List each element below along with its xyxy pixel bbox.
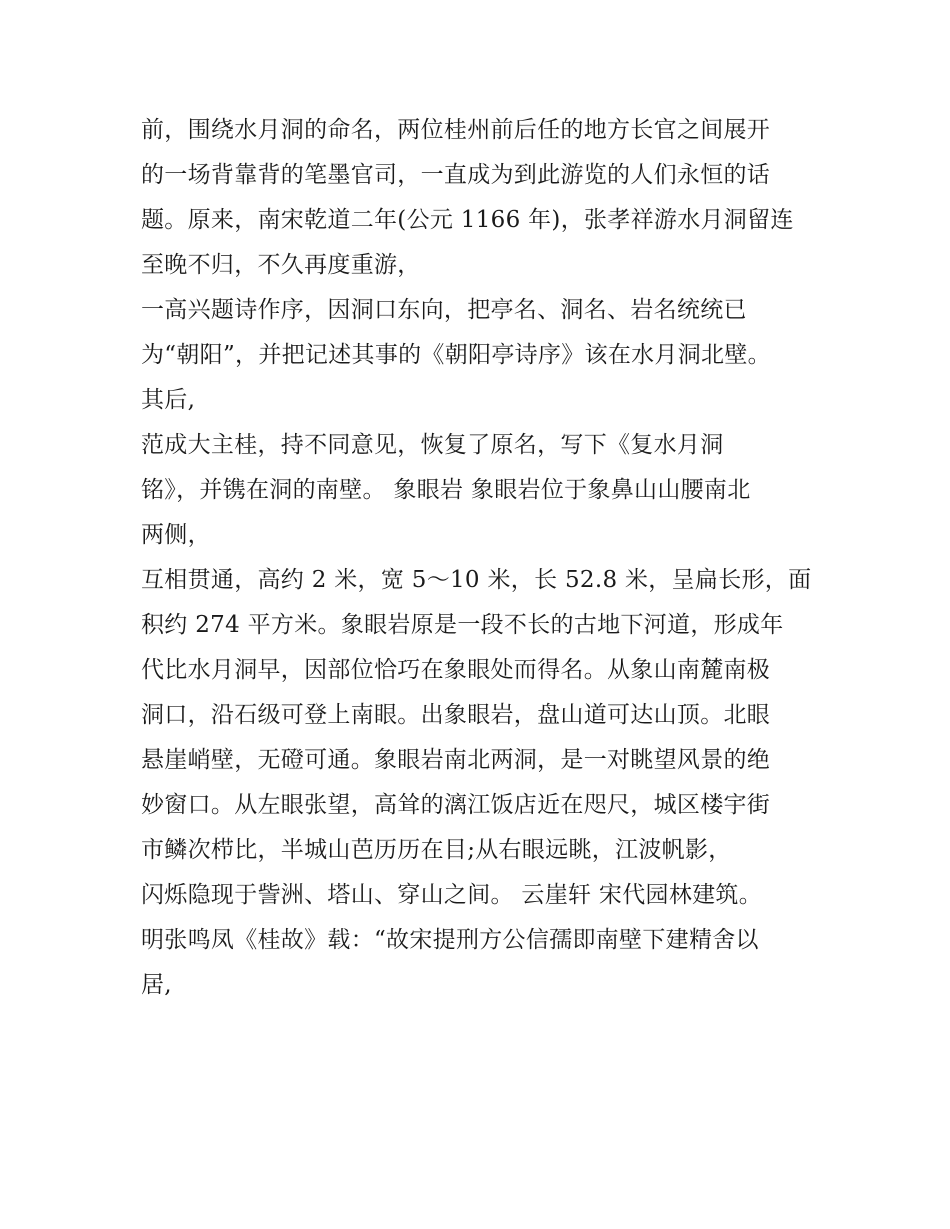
text-line: 居, [141, 972, 172, 998]
text-line: 市鳞次栉比，半城山芭历历在目;从右眼远眺，江波帆影， [141, 837, 732, 863]
text-line: 铭》，并镌在洞的南壁。 象眼岩 象眼岩位于象鼻山山腰南北 [141, 477, 751, 503]
text-line: 至晚不归，不久再度重游， [141, 252, 421, 278]
text-line: 的一场背靠背的笔墨官司，一直成为到此游览的人们永恒的话 [141, 162, 771, 188]
text-line: 前，围绕水月洞的命名，两位桂州前后任的地方长官之间展开 [141, 117, 771, 143]
text-line: 闪烁隐现于訾洲、塔山、穿山之间。 云崖轩 宋代园林建筑。 [141, 882, 763, 908]
text-line: 悬崖峭壁，无磴可通。象眼岩南北两洞，是一对眺望风景的绝 [141, 747, 771, 773]
text-line: 明张鸣凤《桂故》载：“故宋提刑方公信孺即南壁下建精舍以 [141, 927, 759, 953]
text-line: 互相贯通，高约 2 米，宽 5～10 米，长 52.8 米，呈扁长形，面 [141, 567, 812, 593]
text-line: 洞口，沿石级可登上南眼。出象眼岩，盘山道可达山顶。北眼 [141, 702, 771, 728]
text-line: 代比水月洞早，因部位恰巧在象眼处而得名。从象山南麓南极 [141, 657, 771, 683]
body-text [141, 108, 841, 1008]
text-line: 其后, [141, 387, 196, 413]
text-line: 范成大主桂，持不同意见，恢复了原名，写下《复水月洞 [141, 432, 724, 458]
text-line: 一高兴题诗作序，因洞口东向，把亭名、洞名、岩名统统已 [141, 297, 747, 323]
text-line: 积约 274 平方米。象眼岩原是一段不长的古地下河道，形成年 [141, 612, 784, 638]
text-line: 两侧， [141, 522, 211, 548]
text-line: 题。原来，南宋乾道二年(公元 1166 年)，张孝祥游水月洞留连 [141, 207, 794, 233]
text-line: 妙窗口。从左眼张望，高耸的漓江饭店近在咫尺，城区楼宇街 [141, 792, 771, 818]
text-line: 为“朝阳”，并把记述其事的《朝阳亭诗序》该在水月洞北壁。 [141, 342, 771, 368]
